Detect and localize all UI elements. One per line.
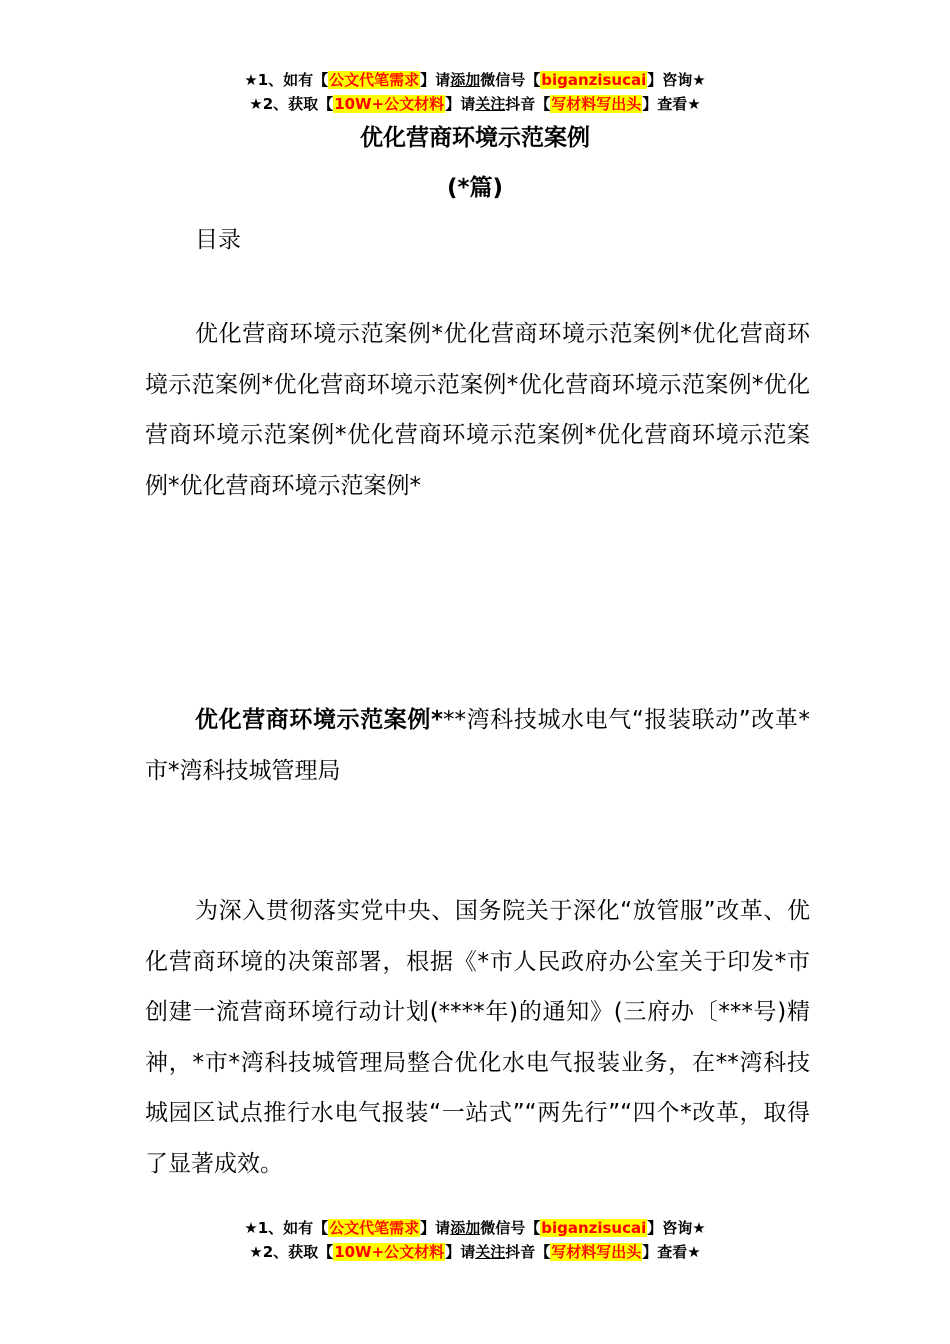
document-title: 优化营商环境示范案例	[360, 125, 590, 151]
toc-text: 优化营商环境示范案例*优化营商环境示范案例*优化营商环境示范案例*优化营商环境示范案例*优化营商环境示范案例*优化营商环境示范案例*优化营商环境示范案例*优化营商环境示范案例*优化营商环境示范案例*	[145, 321, 810, 499]
banner-line-1	[0, 68, 950, 92]
highlight-wechat-id: biganzisucai	[541, 71, 647, 89]
banner-text: ★1、如有【	[244, 1219, 329, 1237]
banner-text: 】查看★	[642, 95, 701, 113]
banner-line-1	[0, 1216, 950, 1240]
section-heading-block	[145, 695, 810, 796]
highlight-service: 公文代笔需求	[329, 71, 420, 89]
banner-text: 微信号【	[480, 71, 541, 89]
banner-text: 】请	[445, 1243, 476, 1261]
body-paragraph-block	[145, 886, 810, 1189]
banner-text: 】咨询★	[647, 1219, 706, 1237]
banner-text: 】请	[420, 1219, 451, 1237]
banner-text: 】咨询★	[647, 71, 706, 89]
banner-text: ★2、获取【	[249, 1243, 334, 1261]
underlined-text: 添加	[450, 71, 481, 89]
banner-text: 】请	[420, 71, 451, 89]
banner-text: 】查看★	[642, 1243, 701, 1261]
highlight-materials: 10W+公文材料	[334, 95, 445, 113]
document-subtitle: (*篇)	[446, 175, 504, 201]
underlined-text: 添加	[450, 1219, 481, 1237]
underlined-text: 关注	[475, 95, 506, 113]
toc-label: 目录	[195, 227, 241, 253]
section-heading-bold: 优化营商环境示范案例*	[195, 707, 444, 733]
banner-text: ★1、如有【	[244, 71, 329, 89]
highlight-douyin-id: 写材料写出头	[551, 1243, 642, 1261]
underlined-text: 关注	[475, 1243, 506, 1261]
section-heading-rest: **湾科技城水电气“报装联动”改革*市*湾科技城管理局	[145, 707, 810, 784]
section-heading	[145, 695, 810, 796]
body-paragraph: 为深入贯彻落实党中央、国务院关于深化“放管服”改革、优化营商环境的决策部署，根据《*市人民政府办公室关于印发*市创建一流营商环境行动计划(****年)的通知》(三府办〔***号)精神，*市*湾科技城管理局整合优化水电气报装业务，在**湾科技城园区试点推行水电气报装“一站式”“两先行”“四个*改革，取得了显著成效。	[145, 898, 810, 1177]
toc-block	[145, 309, 810, 511]
banner-text: 抖音【	[505, 95, 551, 113]
banner-line-2	[0, 1240, 950, 1264]
banner-text: 抖音【	[505, 1243, 551, 1261]
highlight-douyin-id: 写材料写出头	[551, 95, 642, 113]
banner-text: 】请	[445, 95, 476, 113]
banner-text: ★2、获取【	[249, 95, 334, 113]
banner-text: 微信号【	[480, 1219, 541, 1237]
banner-line-2	[0, 92, 950, 116]
highlight-materials: 10W+公文材料	[334, 1243, 445, 1261]
footer-banner	[0, 1216, 950, 1264]
highlight-wechat-id: biganzisucai	[541, 1219, 647, 1237]
highlight-service: 公文代笔需求	[329, 1219, 420, 1237]
header-banner	[0, 68, 950, 116]
